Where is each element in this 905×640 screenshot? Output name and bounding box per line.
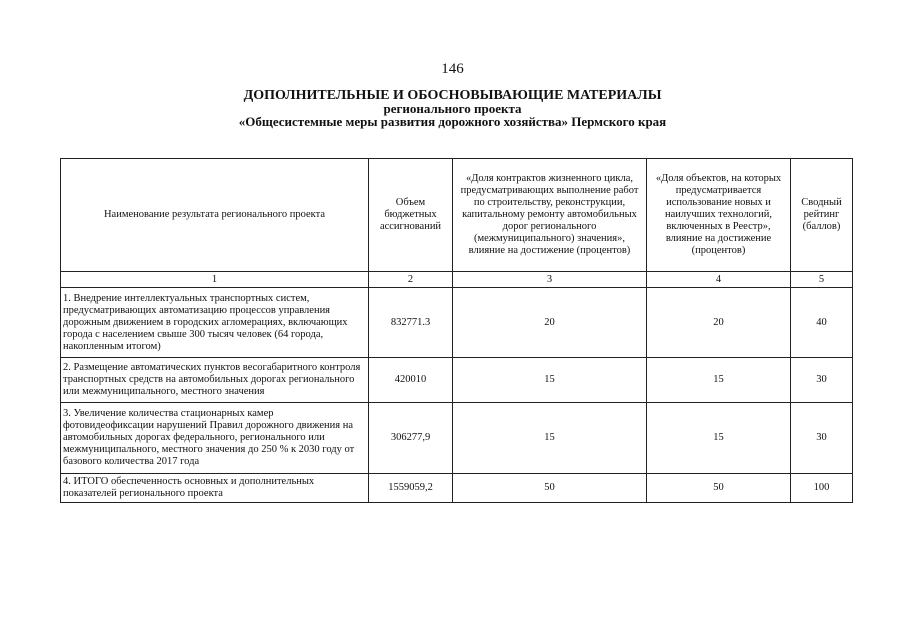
budget-cell: 420010 [369, 358, 453, 403]
budget-cell: 832771.3 [369, 288, 453, 358]
share-objects-cell: 15 [647, 358, 791, 403]
result-name-cell: 1. Внедрение интеллектуальных транспортных систем, предусматривающих автоматизацию процессов управления дорожным движением в городских агломерациях, включающих города с населением свыше 300 тысяч человек (64 города, накопленным итогом) [61, 288, 369, 358]
result-name-cell: 3. Увеличение количества стационарных камер фотовидеофиксации нарушений Правил дорожного движения на автомобильных дорогах федерального, регионального или межмуниципального, местного значения до 250 % к 2030 году от базового количества 2017 года [61, 403, 369, 474]
rating-cell: 100 [791, 474, 853, 503]
result-name-cell: 4. ИТОГО обеспеченность основных и дополнительных показателей регионального проекта [61, 474, 369, 503]
column-number: 5 [791, 272, 853, 288]
header-budget: Объем бюджетных ассигнований [369, 159, 453, 272]
header-rating: Сводный рейтинг (баллов) [791, 159, 853, 272]
budget-cell: 1559059,2 [369, 474, 453, 503]
rating-cell: 30 [791, 403, 853, 474]
table-row [61, 358, 853, 403]
share-contracts-cell: 15 [453, 403, 647, 474]
result-name-cell: 2. Размещение автоматических пунктов весогабаритного контроля транспортных средств на автомобильных дорогах регионального или межмуниципального, местного значения [61, 358, 369, 403]
column-number: 4 [647, 272, 791, 288]
table-row [61, 288, 853, 358]
table-row [61, 403, 853, 474]
table-header-row [61, 159, 853, 272]
budget-cell: 306277,9 [369, 403, 453, 474]
page-number: 146 [441, 61, 464, 77]
share-objects-cell: 50 [647, 474, 791, 503]
share-contracts-cell: 50 [453, 474, 647, 503]
column-number-row [61, 272, 853, 288]
project-name: «Общесистемные меры развития дорожного хозяйства» Пермского края [238, 114, 667, 129]
column-number: 3 [453, 272, 647, 288]
results-table [60, 158, 853, 503]
header-share-contracts: «Доля контрактов жизненного цикла, предусматривающих выполнение работ по строительству, реконструкции, капитальному ремонту автомобильных дорог регионального (межмуниципального) значения», влияние на достижение (процентов) [453, 159, 647, 272]
column-number: 2 [369, 272, 453, 288]
share-objects-cell: 20 [647, 288, 791, 358]
header-share-objects: «Доля объектов, на которых предусматривается использование новых и наилучших технологий, включенных в Реестр», влияние на достижение (процентов) [647, 159, 791, 272]
share-contracts-cell: 15 [453, 358, 647, 403]
share-objects-cell: 15 [647, 403, 791, 474]
share-contracts-cell: 20 [453, 288, 647, 358]
header-result-name: Наименование результата регионального проекта [61, 159, 369, 272]
column-number: 1 [61, 272, 369, 288]
table-row [61, 474, 853, 503]
document-title: ДОПОЛНИТЕЛЬНЫЕ И ОБОСНОВЫВАЮЩИЕ МАТЕРИАЛЫ [243, 88, 662, 103]
rating-cell: 40 [791, 288, 853, 358]
document-subtitle: регионального проекта [383, 101, 522, 116]
rating-cell: 30 [791, 358, 853, 403]
